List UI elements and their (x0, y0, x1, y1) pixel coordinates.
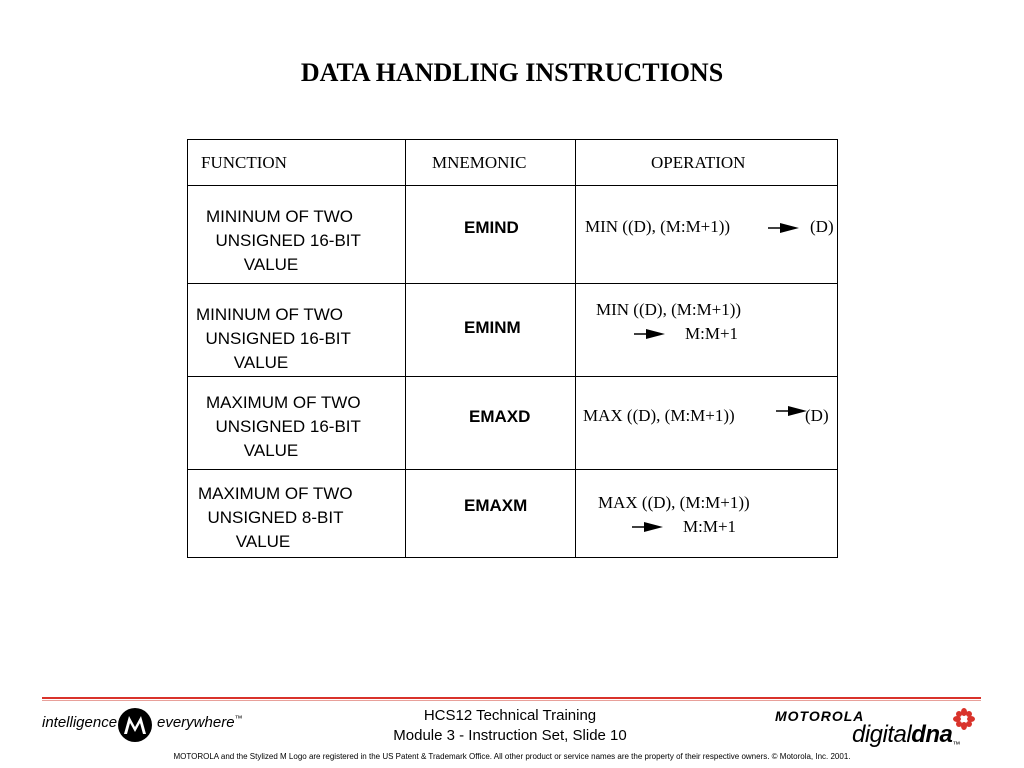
slide-title: DATA HANDLING INSTRUCTIONS (300, 58, 724, 87)
instruction-table (187, 139, 838, 558)
row-divider (188, 376, 837, 377)
trademark-symbol: ™ (952, 740, 960, 749)
operation-expression: MIN ((D), (M:M+1)) (585, 217, 731, 236)
operation-destination: (D) (810, 217, 834, 236)
function-cell: MININUM OF TWO UNSIGNED 16-BIT VALUE (196, 305, 351, 372)
footer-rule (42, 700, 981, 701)
mnemonic-cell: EMAXM (464, 496, 528, 515)
function-cell: MAXIMUM OF TWO UNSIGNED 16-BIT VALUE (206, 393, 361, 460)
footer-rule (42, 697, 981, 699)
arrow-right-icon (768, 223, 800, 233)
arrow-right-icon (632, 522, 664, 532)
column-divider (575, 140, 576, 557)
row-divider (188, 283, 837, 284)
row-divider (188, 469, 837, 470)
motorola-wordmark: MOTOROLA (775, 708, 865, 724)
tagline-left: intelligence (42, 714, 118, 731)
function-cell: MININUM OF TWO UNSIGNED 16-BIT VALUE (206, 207, 361, 274)
digital-dna-wordmark: digitaldna™ (852, 721, 960, 749)
mnemonic-cell: EMINM (464, 318, 521, 337)
mnemonic-cell: EMAXD (469, 407, 531, 426)
header-operation: OPERATION (651, 153, 746, 172)
operation-destination: (D) (805, 406, 829, 425)
motorola-logo-icon (117, 707, 153, 743)
mnemonic-cell: EMIND (464, 218, 519, 237)
trademark-symbol: ™ (234, 714, 243, 723)
module-slide: Module 3 - Instruction Set, Slide 10 (393, 727, 627, 744)
operation-destination: M:M+1 (685, 324, 739, 343)
tagline-right: everywhere™ (157, 714, 243, 731)
arrow-right-icon (776, 406, 808, 416)
operation-destination: M:M+1 (683, 517, 737, 536)
course-title: HCS12 Technical Training (423, 707, 597, 724)
header-mnemonic: MNEMONIC (432, 153, 527, 172)
header-divider (188, 185, 837, 186)
function-cell: MAXIMUM OF TWO UNSIGNED 8-BIT VALUE (198, 484, 353, 551)
operation-expression: MAX ((D), (M:M+1)) (583, 406, 735, 425)
legal-notice: MOTOROLA and the Stylized M Logo are registered in the US Patent & Trademark Office. All other product or service names are the property of their respective owners. © Motorola, Inc. 2001. (173, 752, 851, 761)
arrow-right-icon (634, 329, 666, 339)
operation-expression: MIN ((D), (M:M+1)) (596, 300, 742, 319)
course-info (340, 706, 680, 746)
header-function: FUNCTION (201, 153, 287, 172)
operation-expression: MAX ((D), (M:M+1)) (598, 493, 750, 512)
column-divider (405, 140, 406, 557)
digital-dna-flower-icon (953, 708, 975, 730)
